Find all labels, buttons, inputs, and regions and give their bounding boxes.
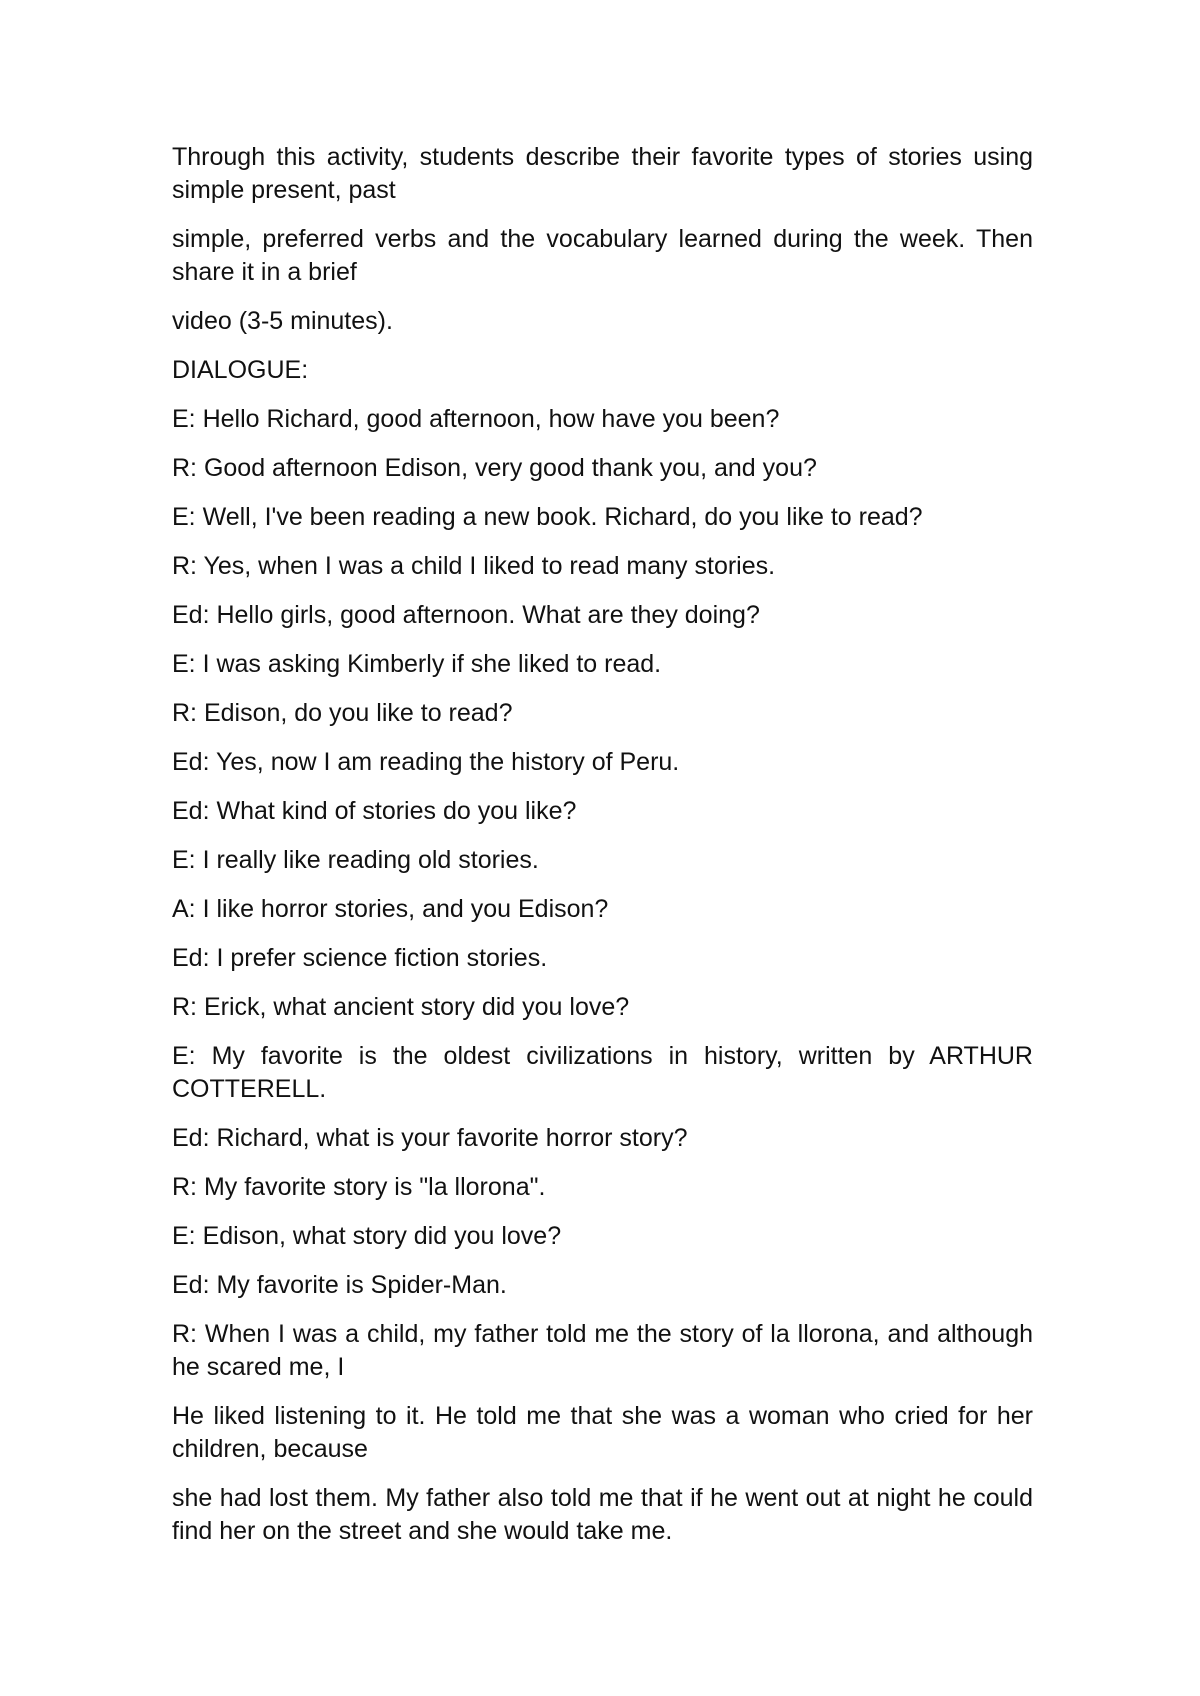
dialogue-line: R: Yes, when I was a child I liked to read many stories. [172, 552, 776, 580]
story-paragraph-3: she had lost them. My father also told me that if he went out at night he could find her on the street and she would take me. [172, 1484, 1033, 1545]
dialogue-heading: DIALOGUE: [172, 356, 309, 384]
intro-paragraph-3: video (3-5 minutes). [172, 307, 393, 335]
dialogue-line: R: Erick, what ancient story did you love? [172, 993, 630, 1021]
dialogue-line: E: My favorite is the oldest civilizations in history, written by ARTHUR COTTERELL. [172, 1042, 1033, 1103]
story-paragraph-1: R: When I was a child, my father told me the story of la llorona, and although he scared me, I [172, 1320, 1033, 1381]
dialogue-line: R: Edison, do you like to read? [172, 699, 513, 727]
story-paragraph-2: He liked listening to it. He told me that she was a woman who cried for her children, because [172, 1402, 1033, 1463]
dialogue-line: Ed: Richard, what is your favorite horror story? [172, 1124, 688, 1152]
dialogue-line: Ed: What kind of stories do you like? [172, 797, 577, 825]
dialogue-line: Ed: Yes, now I am reading the history of Peru. [172, 748, 680, 776]
dialogue-line: Ed: My favorite is Spider-Man. [172, 1271, 507, 1299]
dialogue-line: E: I was asking Kimberly if she liked to read. [172, 650, 662, 678]
dialogue-line: R: Good afternoon Edison, very good thank you, and you? [172, 454, 817, 482]
dialogue-line: Ed: I prefer science fiction stories. [172, 944, 548, 972]
dialogue-line: E: Edison, what story did you love? [172, 1222, 562, 1250]
intro-paragraph-1: Through this activity, students describe their favorite types of stories using simple present, past [172, 143, 1033, 204]
dialogue-line: Ed: Hello girls, good afternoon. What are they doing? [172, 601, 760, 629]
intro-paragraph-2: simple, preferred verbs and the vocabulary learned during the week. Then share it in a brief [172, 225, 1033, 286]
document-body [172, 141, 1033, 1564]
dialogue-line: E: Well, I've been reading a new book. Richard, do you like to read? [172, 503, 923, 531]
dialogue-line: E: I really like reading old stories. [172, 846, 539, 874]
dialogue-line: R: My favorite story is "la llorona". [172, 1173, 546, 1201]
dialogue-line: E: Hello Richard, good afternoon, how have you been? [172, 405, 780, 433]
dialogue-line: A: I like horror stories, and you Edison? [172, 895, 609, 923]
